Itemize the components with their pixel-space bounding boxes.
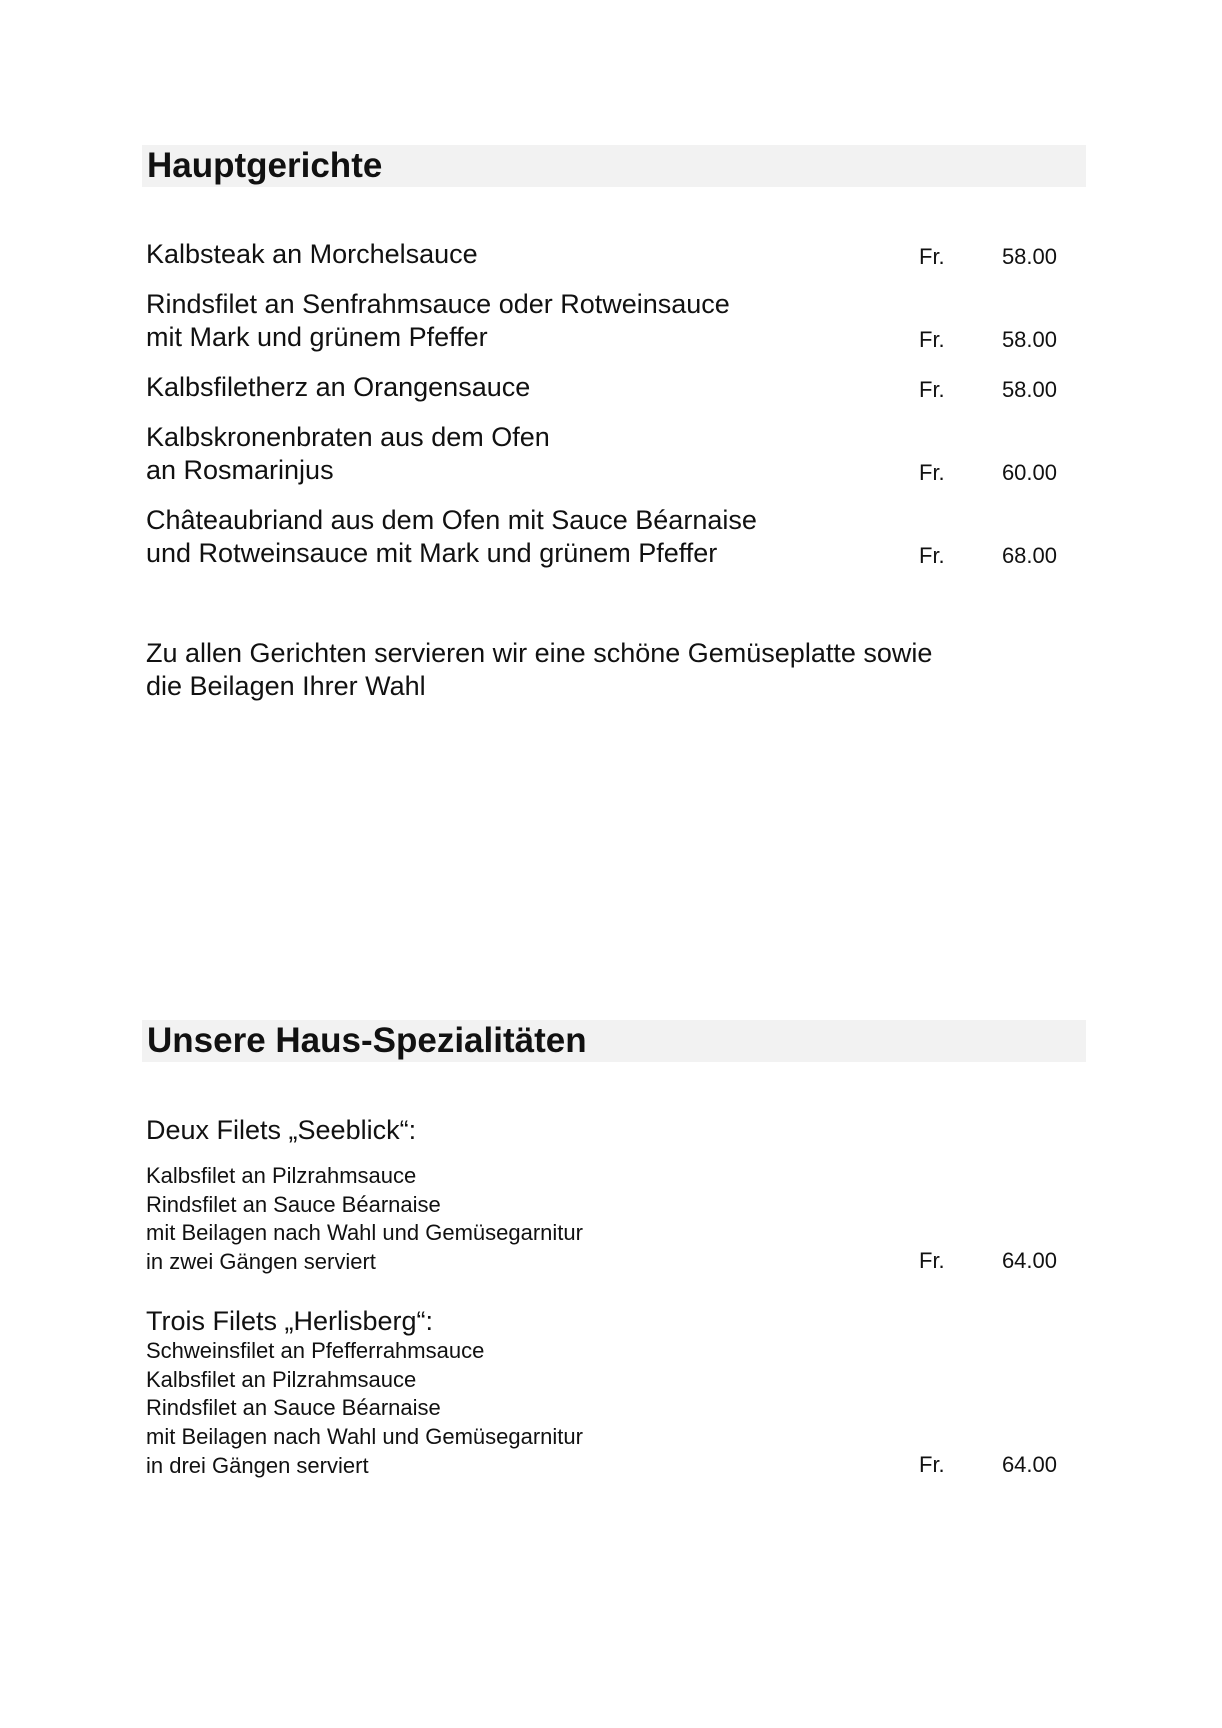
price: 58.00	[1001, 244, 1057, 269]
specialty-detail: Rindsfilet an Sauce Béarnaise	[146, 1395, 441, 1420]
currency-label: Fr.	[919, 543, 945, 568]
menu-item-name-line2: mit Mark und grünem Pfeffer	[146, 322, 488, 352]
specialty-detail: mit Beilagen nach Wahl und Gemüsegarnitur	[146, 1220, 583, 1245]
specialty-detail: Schweinsfilet an Pfefferrahmsauce	[146, 1338, 485, 1363]
currency-label: Fr.	[919, 377, 945, 402]
menu-item-name: Châteaubriand aus dem Ofen mit Sauce Béarnaise	[146, 505, 757, 535]
currency-label: Fr.	[919, 1248, 945, 1273]
section-header-main-courses	[142, 145, 1086, 187]
section-title: Unsere Haus-Spezialitäten	[147, 1021, 587, 1060]
specialty-detail: in drei Gängen serviert	[146, 1453, 369, 1478]
price: 60.00	[1001, 460, 1057, 485]
menu-item-name: Kalbskronenbraten aus dem Ofen	[146, 422, 550, 452]
section-title: Hauptgerichte	[147, 146, 383, 185]
menu-item-name: Rindsfilet an Senfrahmsauce oder Rotweinsauce	[146, 289, 730, 319]
specialty-name: Deux Filets „Seeblick“:	[146, 1115, 417, 1145]
currency-label: Fr.	[919, 244, 945, 269]
menu-item-name-line2: und Rotweinsauce mit Mark und grünem Pfeffer	[146, 538, 718, 568]
specialty-detail: Kalbsfilet an Pilzrahmsauce	[146, 1367, 417, 1392]
menu-item-name: Kalbsfiletherz an Orangensauce	[146, 372, 531, 402]
currency-label: Fr.	[919, 327, 945, 352]
side-dish-note-line2: die Beilagen Ihrer Wahl	[146, 671, 426, 701]
specialty-detail: in zwei Gängen serviert	[146, 1249, 376, 1274]
price: 64.00	[1001, 1248, 1057, 1273]
specialty-detail: Kalbsfilet an Pilzrahmsauce	[146, 1163, 417, 1188]
price: 64.00	[1001, 1452, 1057, 1477]
specialty-detail: Rindsfilet an Sauce Béarnaise	[146, 1192, 441, 1217]
price: 68.00	[1001, 543, 1057, 568]
price: 58.00	[1001, 377, 1057, 402]
menu-item-name: Kalbsteak an Morchelsauce	[146, 239, 478, 269]
specialty-name: Trois Filets „Herlisberg“:	[146, 1306, 434, 1336]
currency-label: Fr.	[919, 1452, 945, 1477]
menu-item-name-line2: an Rosmarinjus	[146, 455, 334, 485]
specialty-detail: mit Beilagen nach Wahl und Gemüsegarnitur	[146, 1424, 583, 1449]
side-dish-note: Zu allen Gerichten servieren wir eine schöne Gemüseplatte sowie	[146, 638, 933, 668]
section-header-specialties	[142, 1020, 1086, 1062]
currency-label: Fr.	[919, 460, 945, 485]
price: 58.00	[1001, 327, 1057, 352]
